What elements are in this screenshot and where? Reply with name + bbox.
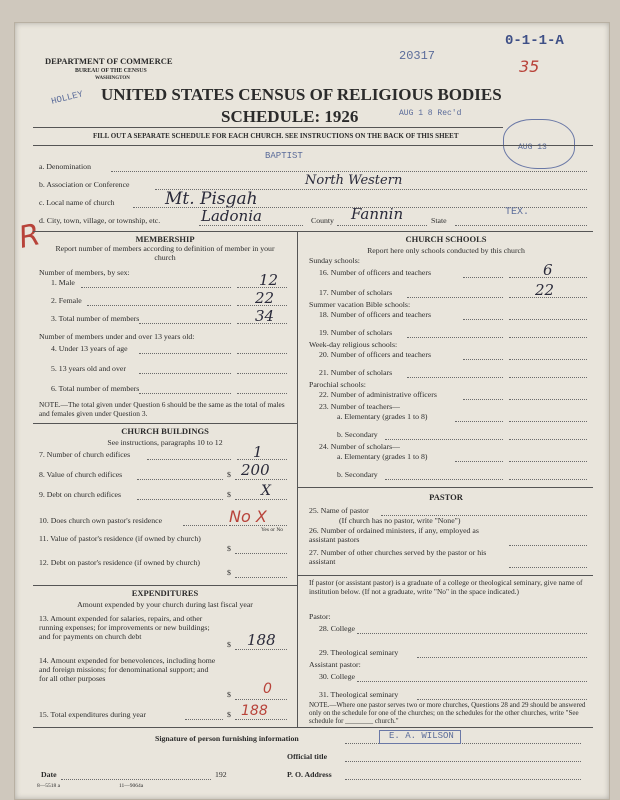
- schools-heading: CHURCH SCHOOLS: [405, 234, 487, 244]
- q20-label: 20. Number of officers and teachers: [319, 350, 432, 359]
- county-field[interactable]: [337, 225, 427, 226]
- q23b-label: b. Secondary: [337, 430, 378, 439]
- expenditures-subhead: Amount expended by your church during last fiscal year: [77, 600, 253, 609]
- po-address-label: P. O. Address: [287, 770, 332, 779]
- age-heading: Number of members under and over 13 years old:: [39, 332, 195, 341]
- q18-field[interactable]: [509, 319, 587, 320]
- q26-field[interactable]: [509, 545, 587, 546]
- membership-subhead: Report number of members according to definition of member in your church: [55, 244, 275, 262]
- q13-dollar: $: [227, 640, 231, 649]
- q9-field[interactable]: [235, 499, 287, 500]
- q13-label: 13. Amount expended for salaries, repairs, and other running expenses; for improvements or new buildings; and for payments on church debt: [39, 614, 210, 641]
- q15-dollar: $: [227, 710, 231, 719]
- q30-label: 30. College: [319, 672, 355, 681]
- date-field[interactable]: [61, 779, 211, 780]
- male-label: 1. Male: [51, 278, 75, 287]
- q11-dollar: $: [227, 544, 231, 553]
- q23-label: 23. Number of teachers—: [319, 402, 400, 411]
- weekday-schools-label: Week-day religious schools:: [309, 340, 398, 349]
- over13-field[interactable]: [237, 373, 287, 374]
- classification-code: 0-1-1-A: [505, 33, 564, 49]
- q12-dollar: $: [227, 568, 231, 577]
- q10-value: No X: [229, 507, 267, 526]
- yes-no-hint: Yes or No: [261, 527, 284, 533]
- q22-field[interactable]: [509, 399, 587, 400]
- members-by-sex-label: Number of members, by sex:: [39, 268, 130, 277]
- signature-label: Signature of person furnishing information: [155, 734, 299, 743]
- schedule-title: SCHEDULE: 1926: [221, 107, 359, 126]
- bureau-label: BUREAU OF THE CENSUS: [75, 68, 147, 74]
- q11-label: 11. Value of pastor's residence (if owned by church): [39, 534, 201, 543]
- female-value: 22: [255, 289, 275, 307]
- q24a-field[interactable]: [509, 461, 587, 462]
- q31-field[interactable]: [417, 699, 587, 700]
- q27-field[interactable]: [509, 567, 587, 568]
- association-label: b. Association or Conference: [39, 180, 130, 189]
- instruction-line: FILL OUT A SEPARATE SCHEDULE FOR EACH CHURCH. SEE INSTRUCTIONS ON THE BACK OF THIS SHEET: [93, 132, 459, 140]
- q28-label: 28. College: [319, 624, 355, 633]
- q10-label: 10. Does church own pastor's residence: [39, 516, 163, 525]
- county-label: County: [311, 216, 334, 225]
- total-members-value: 34: [255, 307, 275, 325]
- pastor-note: NOTE.—Where one pastor serves two or more churches, Questions 28 and 29 should be answered only on the schedule for one of the churches; on the schedules for the other churches, write "See schedule for ________ church.": [309, 701, 586, 726]
- q8-field[interactable]: [235, 479, 287, 480]
- q9-label: 9. Debt on church edifices: [39, 490, 122, 499]
- year-label: 192: [215, 770, 227, 779]
- q7-label: 7. Number of church edifices: [39, 450, 131, 459]
- pastor-heading: PASTOR: [429, 492, 463, 502]
- q25-note: (If church has no pastor, write "None"): [339, 516, 461, 525]
- total-members-label: 3. Total number of members: [51, 314, 140, 323]
- q13-value: 188: [247, 631, 276, 649]
- q16-label: 16. Number of officers and teachers: [319, 268, 432, 277]
- schools-subhead: Report here only schools conducted by this church: [367, 246, 525, 255]
- column-divider: [297, 231, 298, 727]
- q15-field[interactable]: [235, 719, 287, 720]
- q30-field[interactable]: [357, 681, 587, 682]
- membership-note: NOTE.—The total given under Question 6 should be the same as the total of males and females given under Question 3.: [39, 400, 285, 418]
- q17-value: 22: [535, 281, 555, 299]
- graduate-note: If pastor (or assistant pastor) is a graduate of a college or theological seminary, give name of institution below. (If not a graduate, write "No" in the space indicated.): [309, 578, 583, 596]
- county-value: Fannin: [351, 205, 404, 223]
- serial-number-stamp: 20317: [399, 49, 436, 63]
- q9-dollar: $: [227, 490, 231, 499]
- q26-label: 26. Number of ordained ministers, if any, employed as assistant pastors: [309, 526, 479, 544]
- received-stamp: AUG 1 8 Rec'd: [399, 109, 462, 118]
- q8-value: 200: [241, 461, 270, 479]
- red-r-mark: R: [15, 217, 44, 256]
- state-field[interactable]: [455, 225, 587, 226]
- form-code-1: 8—5518 a: [37, 783, 61, 789]
- female-label: 2. Female: [51, 296, 82, 305]
- q12-label: 12. Debt on pastor's residence (if owned by church): [39, 558, 200, 567]
- q8-label: 8. Value of church edifices: [39, 470, 123, 479]
- census-schedule-sheet: [14, 22, 610, 800]
- red-number-mark: 35: [519, 57, 540, 76]
- q8-dollar: $: [227, 470, 231, 479]
- q22-label: 22. Number of administrative officers: [319, 390, 437, 399]
- q27-label: 27. Number of other churches served by the pastor or his assistant: [309, 548, 487, 566]
- department-label: DEPARTMENT OF COMMERCE: [45, 56, 173, 66]
- q11-field[interactable]: [235, 553, 287, 554]
- q24b-field[interactable]: [509, 479, 587, 480]
- male-value: 12: [259, 271, 279, 289]
- form-code-2: 11—9064a: [119, 783, 144, 789]
- denomination-field[interactable]: [111, 171, 587, 172]
- q18-label: 18. Number of officers and teachers: [319, 310, 432, 319]
- q21-field[interactable]: [509, 377, 587, 378]
- total6-label: 6. Total number of members: [51, 384, 140, 393]
- state-stamp: TEX.: [505, 207, 530, 218]
- buildings-heading: CHURCH BUILDINGS: [121, 426, 209, 436]
- q17-label: 17. Number of scholars: [319, 288, 393, 297]
- buildings-subhead: See instructions, paragraphs 10 to 12: [107, 438, 223, 447]
- q12-field[interactable]: [235, 577, 287, 578]
- q24a-label: a. Elementary (grades 1 to 8): [337, 452, 428, 461]
- sunday-schools-label: Sunday schools:: [309, 256, 360, 265]
- church-name-label: c. Local name of church: [39, 198, 115, 207]
- church-name-value: Mt. Pisgah: [165, 189, 258, 209]
- parochial-schools-label: Parochial schools:: [309, 380, 366, 389]
- q28-field[interactable]: [357, 633, 587, 634]
- signature-stamp: E. A. WILSON: [389, 731, 454, 741]
- official-title-label: Official title: [287, 752, 328, 761]
- q15-label: 15. Total expenditures during year: [39, 710, 146, 719]
- q29-label: 29. Theological seminary: [319, 648, 399, 657]
- q14-field[interactable]: [235, 699, 287, 700]
- q20-field[interactable]: [509, 359, 587, 360]
- q29-field[interactable]: [417, 657, 587, 658]
- city-value: Ladonia: [201, 207, 262, 225]
- date-label: Date: [41, 770, 57, 779]
- q19-label: 19. Number of scholars: [319, 328, 393, 337]
- q19-field[interactable]: [509, 337, 587, 338]
- denomination-label: a. Denomination: [39, 162, 91, 171]
- q7-value: 1: [253, 443, 263, 461]
- expenditures-heading: EXPENDITURES: [131, 588, 199, 598]
- q23a-field[interactable]: [509, 421, 587, 422]
- denomination-stamp: BAPTIST: [265, 151, 303, 161]
- q16-value: 6: [543, 261, 553, 279]
- washington-label: WASHINGTON: [95, 76, 130, 81]
- q13-field[interactable]: [235, 649, 287, 650]
- city-label: d. City, town, village, or township, etc.: [39, 216, 161, 225]
- association-value: North Western: [305, 173, 403, 188]
- q9-value: X: [261, 483, 271, 499]
- summer-schools-label: Summer vacation Bible schools:: [309, 300, 411, 309]
- under13-label: 4. Under 13 years of age: [51, 344, 128, 353]
- q25-label: 25. Name of pastor: [309, 506, 369, 515]
- q24-label: 24. Number of scholars—: [319, 442, 400, 451]
- q23a-label: a. Elementary (grades 1 to 8): [337, 412, 428, 421]
- assistant-pastor-subheading: Assistant pastor:: [309, 660, 361, 669]
- q14-value: 0: [263, 681, 272, 697]
- over13-label: 5. 13 years old and over: [51, 364, 126, 373]
- q21-label: 21. Number of scholars: [319, 368, 393, 377]
- membership-heading: MEMBERSHIP: [135, 234, 195, 244]
- form-title: UNITED STATES CENSUS OF RELIGIOUS BODIES: [101, 85, 502, 104]
- q31-label: 31. Theological seminary: [319, 690, 399, 699]
- q15-value: 188: [241, 703, 268, 719]
- under13-field[interactable]: [237, 353, 287, 354]
- city-field[interactable]: [199, 225, 303, 226]
- state-label: State: [431, 216, 447, 225]
- q14-dollar: $: [227, 690, 231, 699]
- aug13-stamp: AUG 13: [518, 143, 547, 152]
- holley-stamp: HOLLEY: [50, 89, 85, 107]
- q24b-label: b. Secondary: [337, 470, 378, 479]
- q23b-field[interactable]: [509, 439, 587, 440]
- total6-field[interactable]: [237, 393, 287, 394]
- po-address-field[interactable]: [345, 779, 581, 780]
- q14-label: 14. Amount expended for benevolences, including home and foreign missions; for denominational support; and for all other purposes: [39, 656, 216, 683]
- official-title-field[interactable]: [345, 761, 581, 762]
- pastor-subheading: Pastor:: [309, 612, 331, 621]
